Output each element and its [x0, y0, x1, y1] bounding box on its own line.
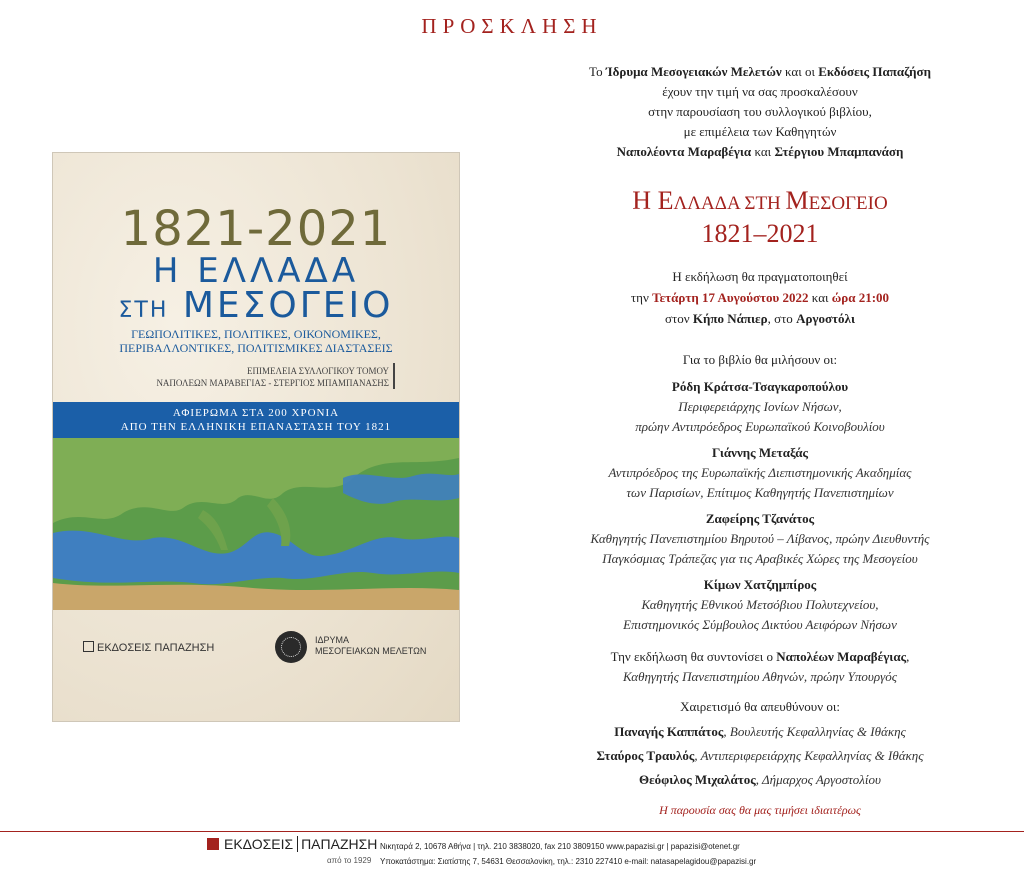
cover-editors-names: ΝΑΠΟΛΕΩΝ ΜΑΡΑΒΕΓΙΑΣ - ΣΤΕΡΓΙΟΣ ΜΠΑΜΠΑΝΑΣΗΣ — [156, 378, 389, 388]
speaker-role: Παγκόσμιας Τράπεζας για τις Αραβικές Χώρες της Μεσογείου — [602, 551, 918, 566]
cover-editors-label: ΕΠΙΜΕΛΕΙΑ ΣΥΛΛΟΓΙΚΟΥ ΤΟΜΟΥ — [247, 366, 389, 376]
cover-institute-line2: ΜΕΣΟΓΕΙΑΚΩΝ ΜΕΛΕΤΩΝ — [315, 646, 427, 656]
book-title — [500, 186, 1020, 249]
cover-institute — [315, 635, 426, 657]
greetings-list — [500, 720, 1020, 792]
footer-address-line2: Υποκατάστημα: Σιατίστης 7, 54631 Θεσσαλονίκη, τηλ.: 2310 227410 e-mail: natasapelagidou@papazisi.gr — [380, 857, 757, 866]
coordinator-line2: Καθηγητής Πανεπιστημίου Αθηνών, πρώην Υπουργός — [622, 669, 898, 684]
speaker-role: των Παρισίων, Επίτιμος Καθηγητής Πανεπιστημίων — [626, 485, 894, 500]
cover-bracket — [393, 363, 395, 389]
cover-institute-line1: ΙΔΡΥΜΑ — [315, 635, 350, 645]
cover-band-line2: ΑΠΟ ΤΗΝ ΕΛΛΗΝΙΚΗ ΕΠΑΝΑΣΤΑΣΗ ΤΟΥ 1821 — [120, 421, 392, 433]
book-title-line1: Η ΕΛΛΑΔΑ ΣΤΗ ΜΕΣΟΓΕΙΟ — [632, 186, 888, 215]
intro-line5: Ναπολέοντα Μαραβέγια και Στέργιου Μπαμπανάση — [616, 144, 904, 159]
speaker-role: Καθηγητής Πανεπιστημίου Βηρυτού – Λίβανος, πρώην Διευθυντής — [590, 531, 930, 546]
greetings-label: Χαιρετισμό θα απευθύνουν οι: — [680, 699, 840, 714]
speaker — [500, 377, 1020, 437]
publisher-logo-icon — [83, 641, 94, 652]
intro-line3: στην παρουσίαση του συλλογικού βιβλίου, — [648, 104, 872, 119]
event-line2: την Τετάρτη 17 Αυγούστου 2022 και ώρα 21:00 — [630, 290, 890, 305]
speaker-name: Γιάννης Μεταξάς — [712, 445, 808, 460]
speaker-name: Κίμων Χατζημπίρος — [703, 577, 817, 592]
greeting-item: Θεόφιλος Μιχαλάτος, Δήμαρχος Αργοστολίου — [639, 772, 881, 787]
speaker-name: Ζαφείρης Τζανάτος — [705, 511, 815, 526]
speaker-name: Ρόδη Κράτσα-Τσαγκαροπούλου — [671, 379, 849, 394]
intro-line1: Το Ίδρυμα Μεσογειακών Μελετών και οι Εκδόσεις Παπαζήση — [589, 64, 931, 79]
intro-block — [500, 62, 1020, 162]
cover-title-word: ΜΕΣΟΓΕΙΟ — [182, 285, 394, 326]
speaker-role: Επιστημονικός Σύμβουλος Δικτύου Αειφόρων Νήσων — [623, 617, 897, 632]
speaker — [500, 575, 1020, 635]
cover-title-line2 — [53, 285, 459, 326]
greeting-item: Σταύρος Τραυλός, Αντιπεριφερειάρχης Κεφαλληνίας & Ιθάκης — [596, 748, 924, 763]
speaker — [500, 509, 1020, 569]
event-block — [500, 266, 1020, 329]
event-line3: στον Κήπο Νάπιερ, στο Αργοστόλι — [665, 311, 855, 326]
footer-publisher-logo-icon — [207, 838, 219, 850]
speakers-label: Για το βιβλίο θα μιλήσουν οι: — [682, 352, 838, 367]
cover-subtitle-1: ΓΕΩΠΟΛΙΤΙΚΕΣ, ΠΟΛΙΤΙΚΕΣ, ΟΙΚΟΝΟΜΙΚΕΣ, — [131, 327, 381, 341]
footer-since: από το 1929 — [327, 856, 372, 865]
footer-address — [380, 839, 756, 869]
cover-band-line1: ΑΦΙΕΡΩΜΑ ΣΤΑ 200 ΧΡΟΝΙΑ — [172, 407, 340, 419]
footer-publisher: ΕΚΔΟΣΕΙΣ ΠΑΠΑΖΗΣΗ — [224, 836, 378, 852]
coordinator-block — [500, 647, 1020, 687]
cover-title-article: ΣΤΗ — [118, 298, 169, 323]
cover-subtitle — [53, 327, 459, 355]
speaker-role: πρώην Αντιπρόεδρος Ευρωπαϊκού Κοινοβουλίου — [635, 419, 885, 434]
coordinator-line1: Την εκδήλωση θα συντονίσει ο Ναπολέων Μαραβέγιας, — [610, 649, 910, 664]
institute-seal-icon — [275, 631, 307, 663]
cover-publisher: ΕΚΔΟΣΕΙΣ ΠΑΠΑΖΗΣΗ — [97, 642, 215, 654]
invitation-title: ΠΡΟΣΚΛΗΣΗ — [421, 14, 603, 38]
footer-divider — [0, 831, 1024, 832]
cover-editors — [156, 365, 389, 389]
intro-line4: με επιμέλεια των Καθηγητών — [683, 124, 837, 139]
intro-line2: έχουν την τιμή να σας προσκαλέσουν — [662, 84, 858, 99]
cover-years: 1821-2021 — [120, 201, 392, 257]
book-cover — [52, 152, 460, 722]
cover-band — [53, 402, 459, 438]
cover-subtitle-2: ΠΕΡΙΒΑΛΛΟΝΤΙΚΕΣ, ΠΟΛΙΤΙΣΜΙΚΕΣ ΔΙΑΣΤΑΣΕΙΣ — [119, 341, 393, 355]
footer-address-line1: Νικηταρά 2, 10678 Αθήνα | τηλ. 210 3838020, fax 210 3809150 www.papazisi.gr | papazisi@otenet.gr — [380, 842, 740, 851]
event-line1: Η εκδήλωση θα πραγματοποιηθεί — [672, 269, 848, 284]
book-title-line2: 1821–2021 — [701, 219, 819, 248]
cover-title-line1: Η ΕΛΛΑΔΑ — [152, 251, 360, 291]
speaker-role: Αντιπρόεδρος της Ευρωπαϊκής Διεπιστημονικής Ακαδημίας — [608, 465, 912, 480]
speaker-role: Περιφερειάρχης Ιονίων Νήσων, — [678, 399, 842, 414]
speakers-list — [500, 377, 1020, 635]
mediterranean-map — [53, 438, 459, 610]
speaker-role: Καθηγητής Εθνικού Μετσόβιου Πολυτεχνείου, — [641, 597, 879, 612]
closing-note: Η παρουσία σας θα μας τιμήσει ιδιαιτέρως — [659, 803, 861, 817]
speaker — [500, 443, 1020, 503]
greeting-item: Παναγής Καππάτος, Βουλευτής Κεφαλληνίας & Ιθάκης — [614, 724, 906, 739]
